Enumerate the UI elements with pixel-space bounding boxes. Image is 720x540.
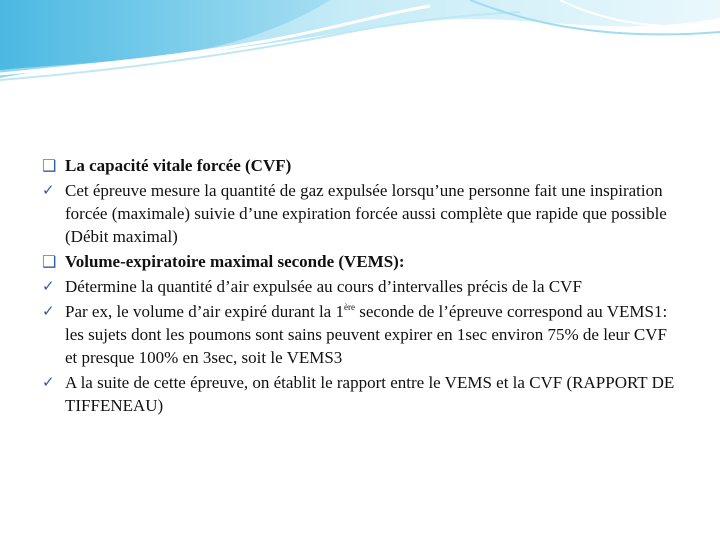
list-item xyxy=(42,179,682,248)
checkmark-bullet-icon: ✓ xyxy=(42,277,55,295)
slide-content xyxy=(42,154,682,419)
list-item xyxy=(42,371,682,417)
heading-cvf: La capacité vitale forcée (CVF) xyxy=(65,156,292,175)
paragraph-vems-definition: Détermine la quantité d’air expulsée au cours d’intervalles précis de la CVF xyxy=(65,277,582,296)
superscript-ere: ère xyxy=(343,302,355,312)
checkmark-bullet-icon: ✓ xyxy=(42,373,55,391)
header-wave-banner xyxy=(0,0,720,90)
paragraph-vems-example: Par ex, le volume d’air expiré durant la 1ère seconde de l’épreuve correspond au VEMS1: les sujets dont les poumons sont sains peuvent expirer en 1sec environ 75% de leur CVF et presque 100% en 3sec, soit le VEMS3 xyxy=(65,302,668,367)
square-bullet-icon: ❑ xyxy=(42,252,57,271)
tiffeneau-ratio-label: (RAPPORT DE TIFFENEAU) xyxy=(65,373,675,415)
paragraph-cvf-description: Cet épreuve mesure la quantité de gaz expulsée lorsqu’une personne fait une inspiration forcée (maximale) suivie d’une expiration forcée aussi complète que rapide que possible (Débit maximal) xyxy=(65,181,667,246)
list-item xyxy=(42,300,682,369)
checkmark-bullet-icon: ✓ xyxy=(42,302,55,320)
paragraph-tiffeneau: A la suite de cette épreuve, on établit le rapport entre le VEMS et la CVF (RAPPORT DE TIFFENEAU) xyxy=(65,373,675,415)
list-item xyxy=(42,275,682,298)
list-item xyxy=(42,154,682,177)
list-item xyxy=(42,250,682,273)
checkmark-bullet-icon: ✓ xyxy=(42,181,55,199)
square-bullet-icon: ❑ xyxy=(42,156,57,175)
heading-vems: Volume-expiratoire maximal seconde (VEMS): xyxy=(65,252,405,271)
